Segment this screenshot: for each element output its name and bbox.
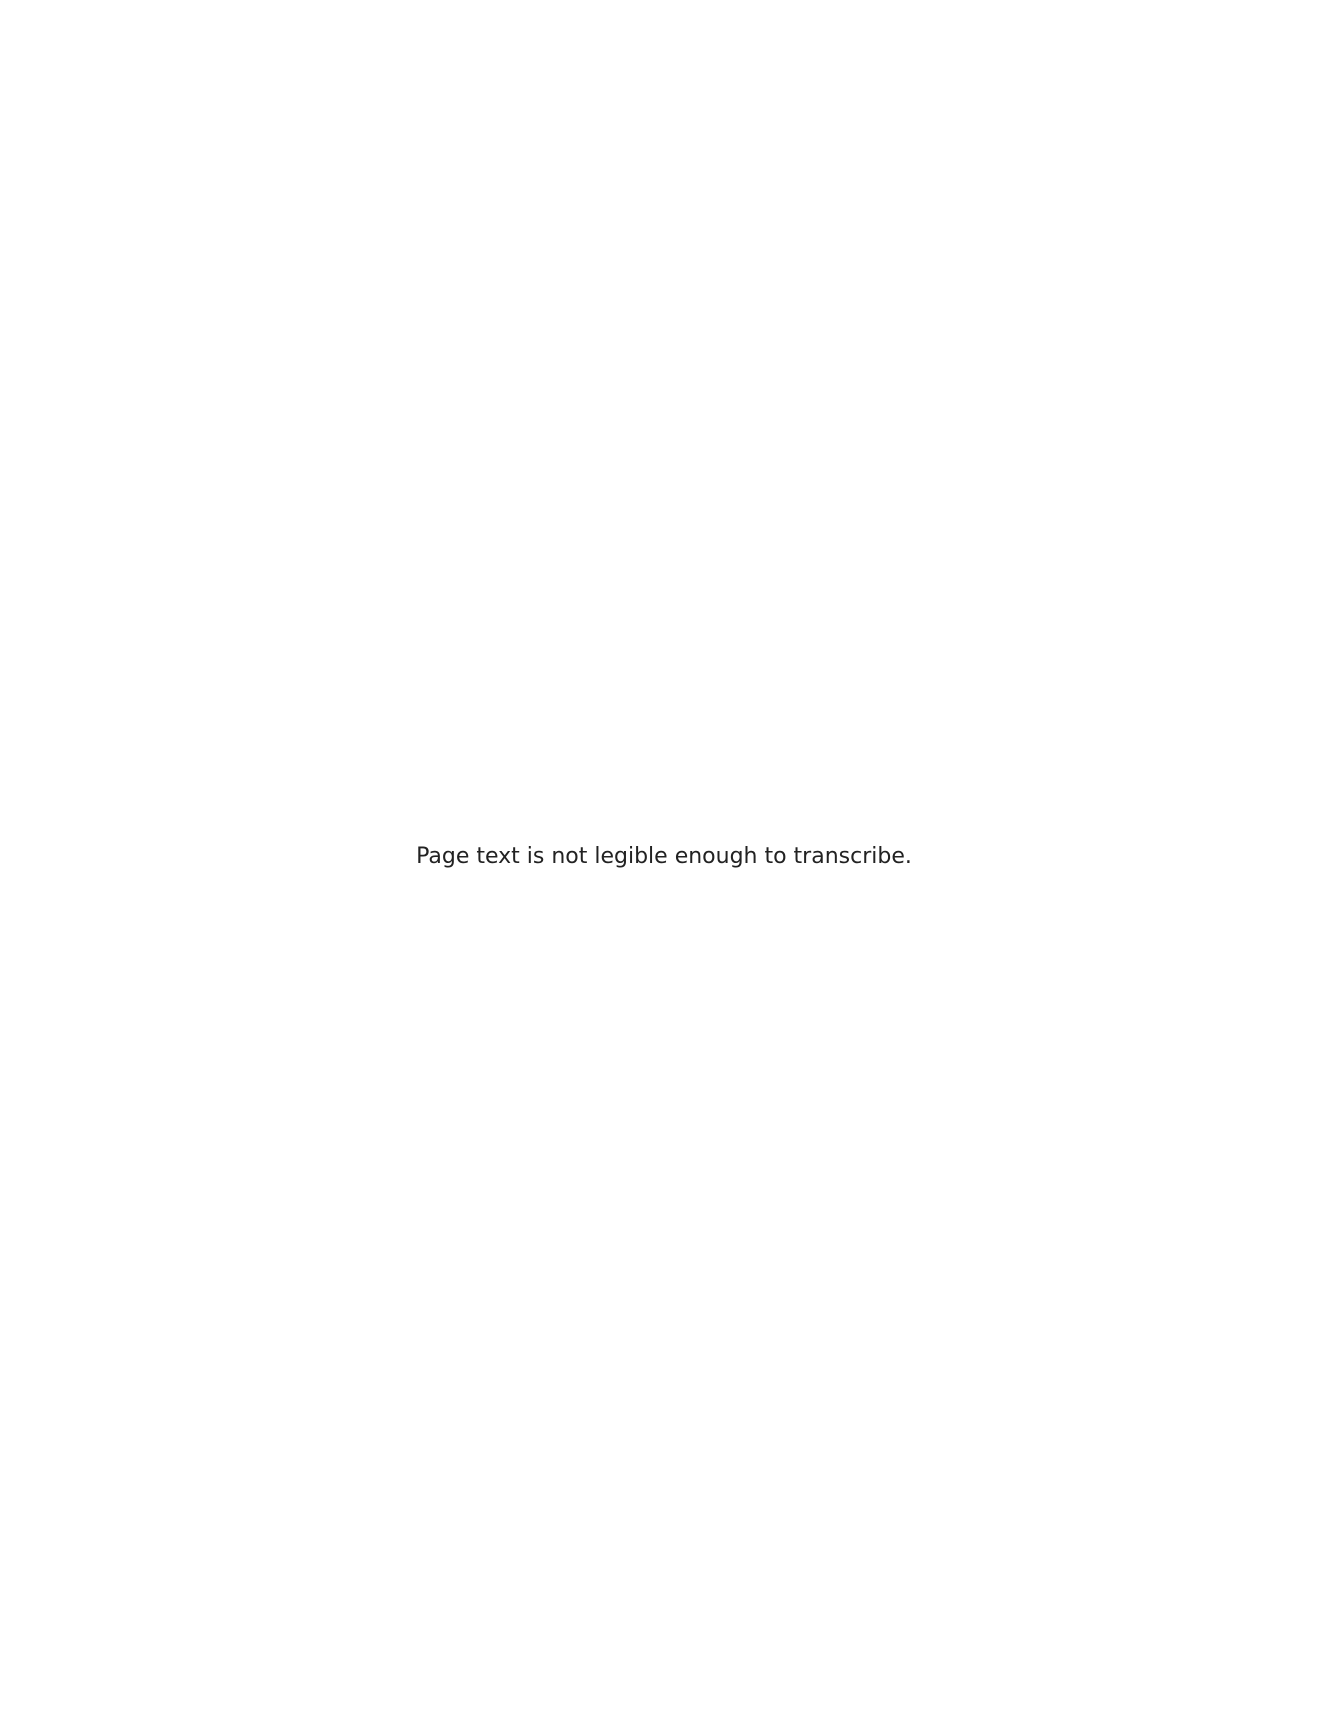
notice: Page text is not legible enough to transcribe. bbox=[416, 843, 912, 869]
